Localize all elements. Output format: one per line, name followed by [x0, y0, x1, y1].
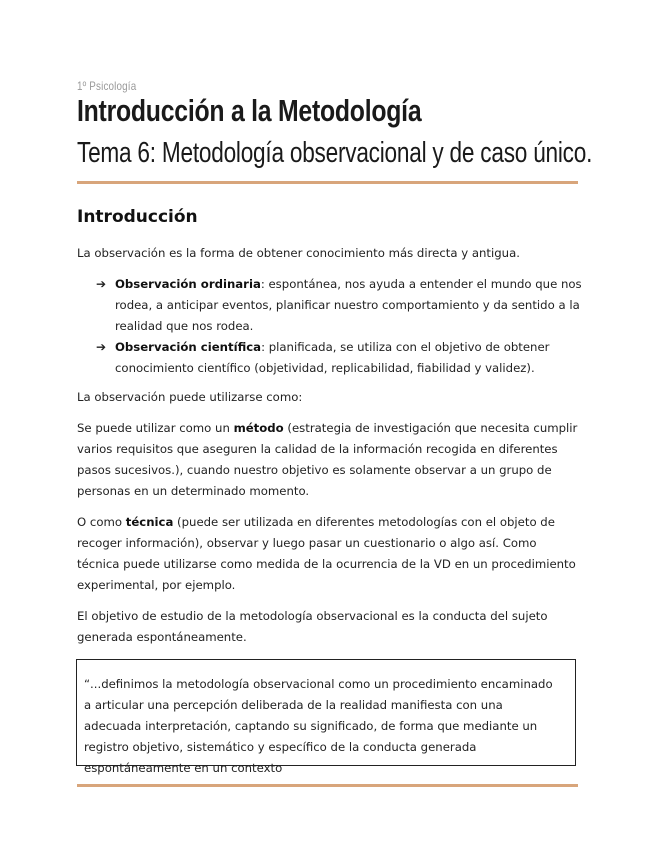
technique-term: técnica: [125, 515, 174, 529]
intro-paragraph: La observación es la forma de obtener conocimiento más directa y antigua.: [77, 246, 520, 260]
footer-divider: [77, 784, 578, 787]
objective-paragraph: El objetivo de estudio de la metodología observacional es la conducta del sujeto generada espontáneamente.: [77, 609, 548, 644]
method-text-after: (estrategia de investigación que necesita cumplir varios requisitos que aseguren la calidad de la información recogida en diferentes pasos sucesivos.), cuando nuestro objetivo es solamente observar a un grupo de personas en un determinado momento.: [77, 421, 578, 498]
method-text-before: Se puede utilizar como un: [77, 421, 234, 435]
list-item-term: Observación científica: [115, 340, 262, 354]
course-label: 1º Psicología: [77, 79, 137, 93]
arrow-right-icon: ➔: [96, 277, 107, 291]
quote-box: [76, 659, 576, 775]
list-item: [77, 274, 582, 337]
usage-intro-paragraph: La observación puede utilizarse como:: [77, 390, 303, 404]
technique-paragraph: [77, 512, 582, 596]
document-title: Introducción a la Metodología: [77, 93, 422, 128]
list-item: [77, 337, 582, 379]
list-item-text: : espontánea, nos ayuda a entender el mundo que nos rodea, a anticipar eventos, planificar nuestro comportamiento y da sentido a la realidad que nos rodea.: [115, 277, 582, 333]
header-divider: [77, 181, 578, 184]
section-heading: Introducción: [77, 207, 198, 227]
list-item-text: : planificada, se utiliza con el objetivo de obtener conocimiento científico (objetividad, replicabilidad, fiabilidad y validez).: [115, 340, 550, 375]
arrow-right-icon: ➔: [96, 340, 107, 354]
list-item-term: Observación ordinaria: [115, 277, 261, 291]
document-subtitle: Tema 6: Metodología observacional y de caso único.: [77, 137, 593, 169]
main-content: [77, 203, 582, 658]
method-paragraph: [77, 418, 582, 502]
observation-types-list: [77, 274, 582, 379]
quote-text: “...definimos la metodología observacional como un procedimiento encaminado a articular una percepción deliberada de la realidad manifiesta con una adecuada interpretación, captando su significado, de forma que mediante un registro objetivo, sistemático y específico de la conducta generada espontáneamente en un contexto: [84, 677, 553, 775]
method-term: método: [233, 421, 284, 435]
technique-text-after: (puede ser utilizada en diferentes metodologías con el objeto de recoger información), observar y luego pasar un cuestionario o algo así. Como técnica puede utilizarse como medida de la ocurrencia de la VD en un procedimiento experimental, por ejemplo.: [77, 515, 576, 592]
technique-text-before: O como: [77, 515, 126, 529]
